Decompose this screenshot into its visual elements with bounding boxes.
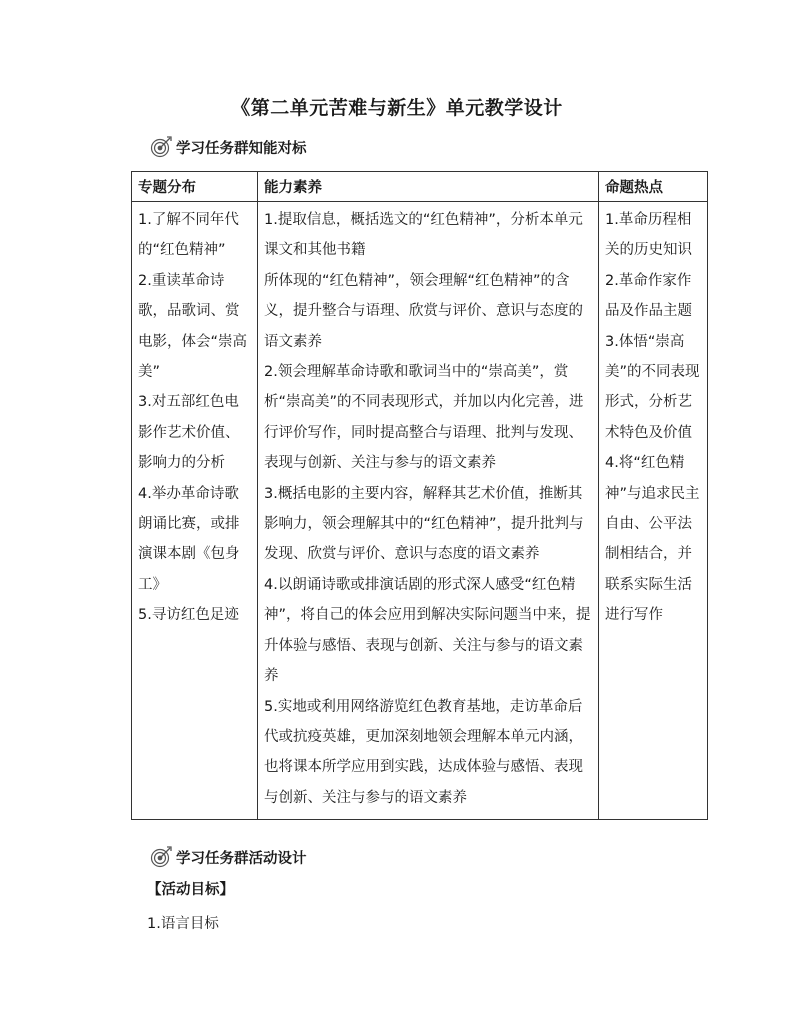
section-label: 学习任务群活动设计 [176, 850, 307, 867]
ability-text: 1.提取信息，概括选文的“红色精神”，分析本单元课文和其他书籍 所体现的“红色精神”，领会理解“红色精神”的含义，提升整合与语理、欣赏与评价、意识与态度的语文素养 2.领会理解革命诗歌和歌词当中的“崇高美”，赏析“崇高美”的不同表现形式，并加以内化完善，进行评价写作，同时提高整合与语理、批判与发现、表现与创新、关注与参与的语文素养 3.概括电影的主要内容，解释其艺术价值，推断其影响力，领会理解其中的“红色精神”，提升批判与发现、欣赏与评价、意识与态度的语文素养 4.以朗诵诗歌或排演话剧的形式深人感受“红色精神”，将自己的体会应用到解决实际问题当中来，提升体验与感悟、表现与创新、关注与参与的语文素养 5.实地或利用网络游览红色教育基地，走访革命后代或抗疫英雄，更加深刻地领会理解本单元内涵，也将课本所学应用到实践，达成体验与感悟、表现与创新、关注与参与的语文素养 [264, 212, 591, 806]
target-icon [150, 136, 172, 158]
header-topic: 专题分布 [132, 172, 258, 202]
header-ability: 能力素养 [258, 172, 599, 202]
knowledge-table [131, 171, 708, 820]
header-hotspot: 命题热点 [599, 172, 708, 202]
topic-text: 1.了解不同年代的“红色精神” 2.重读革命诗歌，品歌词、赏电影，体会“崇高美” 3.对五部红色电影作艺术价值、影响力的分析 4.举办革命诗歌朗诵比赛，或排演课本剧《包身工》 5.寻访红色足迹 [138, 212, 248, 624]
ability-cell [258, 202, 599, 820]
document-title: 《第二单元苦难与新生》单元教学设计 [231, 97, 563, 119]
activity-item: 1.语言目标 [147, 916, 219, 932]
target-icon [150, 846, 172, 868]
hotspot-text: 1.革命历程相关的历史知识 2.革命作家作品及作品主题 3.体悟“崇高美”的不同表现形式，分析艺术特色及价值 4.将“红色精神”与追求民主自由、公平法制相结合，并联系实际生活进行写作 [605, 212, 700, 624]
section-heading-activity [150, 846, 307, 868]
hotspot-cell [599, 202, 708, 820]
table-header-row [132, 172, 708, 202]
activity-heading: 【活动目标】 [147, 882, 234, 898]
section-heading-knowledge [150, 136, 307, 158]
table-row [132, 202, 708, 820]
section-label: 学习任务群知能对标 [176, 140, 307, 157]
topic-cell [132, 202, 258, 820]
